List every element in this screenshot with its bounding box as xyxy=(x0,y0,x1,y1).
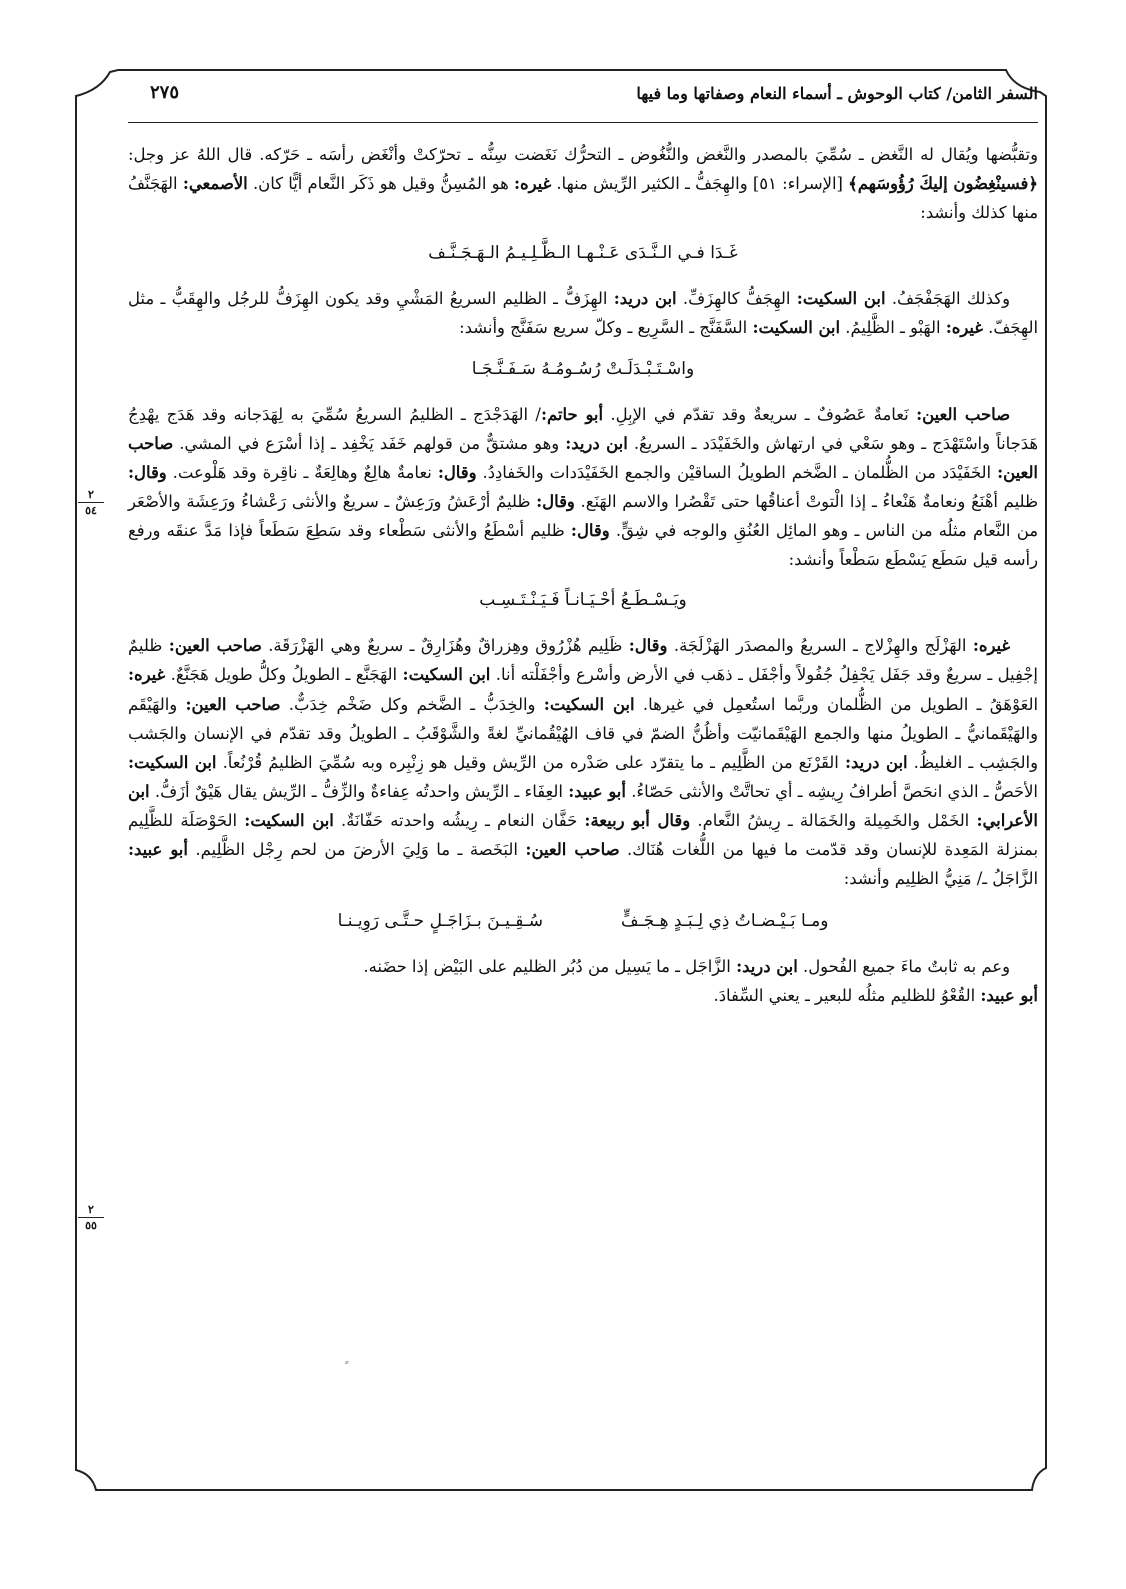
text-run: وعم به ثابتٌ ماءَ جميع الفُحول. xyxy=(797,957,1010,977)
author-citation: وقال: xyxy=(437,462,477,482)
author-citation: أبو عبيد: xyxy=(128,839,188,859)
author-citation: ﴿فسينْغِضُون إليكَ رُؤُوسَهم﴾ xyxy=(848,174,1038,194)
paragraph xyxy=(128,140,1038,227)
text-run: ظليمٌ أرْعَشُ ورَعِشٌ ـ سريعٌ والأنثى رَعْشاءُ ورَعِشَة والأصْعَر من النَّعام مثلُه من الناس ـ وهو المائِل العُنُقِ والوجه في شِقٍّ. xyxy=(128,491,1038,541)
text-run: الخَمْل والخَمِيلة والخَمَالة ـ رِيشُ النَّعام. xyxy=(690,810,977,830)
paragraph xyxy=(128,952,1038,981)
paragraph xyxy=(128,284,1038,342)
author-citation: ابن السكيت: xyxy=(244,810,334,830)
text-run: وكذلك الهَجَفْجَفُ. xyxy=(885,289,1010,309)
text-run: الهَزْلَج والهِزْلاج ـ السريعُ والمصدَر الهَزْلَجَة. xyxy=(667,636,973,656)
paragraph xyxy=(128,400,1038,575)
author-citation: ابن دريد: xyxy=(736,957,798,977)
text-run: القَرْنَع من الظَّلِيم ـ ما يتقرّد على صَدْره من الرِّيش وقيل هو زِنْبِره وبه سُمِّيَ الظليمُ قُرْنُعاً. xyxy=(216,752,845,772)
paragraph xyxy=(128,631,1038,893)
author-citation: ابن السكيت: xyxy=(543,694,635,714)
author-citation: أبو عبيد: xyxy=(568,781,626,801)
text-run: السَّفَنَّج ـ السَّرِيع ـ وكلّ سريع سَفَنَّج وأنشد: xyxy=(459,318,753,338)
author-citation: ابن دريد: xyxy=(565,433,628,453)
running-title: السفر الثامن/ كتاب الوحوش ـ أسماء النعام وصفاتها وما فيها xyxy=(636,84,1038,103)
text-run: الزَّاجَلُ ـ/ مَنِيُّ الظلِيم وأنشد: xyxy=(843,869,1038,889)
author-citation: غيره: xyxy=(972,636,1011,656)
author-citation: ابن دريد: xyxy=(844,752,908,772)
text-run: نَعامةٌ عَصُوفٌ ـ سريعةٌ وقد تقدّم في الإبِلِ. xyxy=(603,404,917,424)
text-run: الهِجَفُّ كالهِزَفِّ. xyxy=(676,289,797,309)
author-citation: ابن السكيت: xyxy=(402,665,491,685)
main-text xyxy=(128,140,1038,1010)
verse-line: ويَـسْـطَـعُ أحْـيَـانـاً فَـيَـنْـتَـسِـب xyxy=(479,590,687,611)
text-run: ظليم أسْطَعُ والأنثى سَطْعاء وقد سَطِعَ سَطَعاً فإذا مَدَّ عنقَه ورفع رأسه قيل سَطَع يَسْطَع سَطْعاً وأنشد: xyxy=(128,521,1038,570)
author-citation: وقال: xyxy=(128,462,167,482)
paragraph xyxy=(128,981,1038,1010)
text-run: الزَّاجَل ـ ما يَسِيل من دُبُر الظليم على البَيْض إذا حضَنه. xyxy=(363,957,737,977)
text-run: العِفَاء ـ الرِّيش واحدتُه عِفاءةٌ والزِّفُّ ـ الرِّيش يقال هَيْقٌ أزَفُّ. xyxy=(149,781,569,801)
header-rule xyxy=(128,122,1038,123)
stray-mark: ﹰ xyxy=(345,1360,349,1374)
author-citation: وقال أبو ربيعة: xyxy=(584,810,691,830)
text-run: نعامةٌ هالِعٌ وهالِعَةٌ ـ ناقِرة وقد هَلْوعت. xyxy=(166,462,438,482)
author-citation: وقال: xyxy=(570,521,610,541)
text-run: الهَجَنَّع ـ الطويلُ وكلُّ طويل هَجَنَّعٌ. xyxy=(165,665,403,685)
margin-folio-note: ٢ ٥٤ xyxy=(72,488,110,517)
text-run: الأحَصُّ ـ الذي انحَصَّ أطرافُ رِيشِه ـ أي تحاتَّتْ والأنثى حَصّاءُ. xyxy=(625,781,1038,801)
author-citation: صاحب العين: xyxy=(168,636,262,656)
text-run: الهِزَفُّ ـ الظليم السريعُ المَشْيِ وقد يكون الهِزَفُّ للرجُل والهِقَبُّ ـ مثل الهِجَفّ. xyxy=(128,289,1038,338)
author-citation: ابن دريد: xyxy=(613,289,677,309)
text-run: [الإسراء: ٥١] والهِجَفُّ ـ الكثير الرِّيش منها. xyxy=(551,174,849,194)
verse-hemistich-second: سُـقِـيـنَ بـزَاجَـلٍ حـتَّـى رَوِيـنـا xyxy=(337,911,544,932)
author-citation: وقال: xyxy=(628,636,668,656)
author-citation: صاحب العين: xyxy=(128,433,1038,482)
author-citation: غيره: xyxy=(513,174,552,194)
text-run: وتقبُّضها ويُقال له النَّغض ـ سُمِّيَ بالمصدر والنَّغض والنُّغُوض ـ التحرُّك نَغَضت سِنُّه ـ تحرّكتْ وأنْغَض رأسَه ـ حَرّكه. قال اللهُ عز وجل: xyxy=(128,145,1038,164)
author-citation: ابن السكيت: xyxy=(796,289,886,309)
author-citation: غيره: xyxy=(945,318,983,338)
author-citation: ابن السكيت: xyxy=(752,318,841,338)
author-citation: غيره: xyxy=(128,665,166,685)
verse-line: واسْـتَـبْـدَلَـتْ رُسُـومُـهُ سَـفَـنَّـجَـا xyxy=(471,358,695,379)
text-run: العَوْهَقُ ـ الطويل من الظُّلمان وربَّما استُعمِل في غيرها. xyxy=(634,694,1039,714)
verse-couplet xyxy=(128,907,1038,936)
page-number: ٢٧٥ xyxy=(150,82,180,103)
text-run: البَخَصة ـ ما وَلِيَ الأرضَ من لحم رِجْل الظَّلِيم. xyxy=(187,839,526,859)
verse-line: غَـدَا فـي الـنَّـدَى عَـنْـهـا الـظَّـلِـيـمُ الـهَـجَـنَّـف xyxy=(428,243,738,264)
text-run: ظليم أهْنَعُ ونعامةٌ هَنْعاءُ ـ إذا الْتوتْ أعناقُها حتى تَقْصُرا والاسم الهَنَع. xyxy=(574,491,1038,511)
verse-hemistich-first: ومـا بَـيْـضـاتُ ذِي لِـبَـدٍ هِـجَـفٍّ xyxy=(621,911,829,932)
text-run: هو المُسِنُّ وقيل هو ذَكَر النَّعام أيًّا كان. xyxy=(247,174,514,194)
margin-folio-note: ٢ ٥٥ xyxy=(72,1203,110,1232)
text-run: / الهَدَجْدَج ـ الظليمُ السريعُ سُمِّيَ به لِهَدَجانه وقد هَدَج يهْدِجُ هَدَجاناً واسْتَهْدَج ـ وهو سَعْي في ارتهاش والخَفَيْدَد ـ السريعُ. xyxy=(128,404,1039,453)
text-run: الحَوْصَلَة للظَّلِيم بمنزلة المَعِدة للإنسان وقد قدّمت ما فيها من اللُّغات هُنَاك. xyxy=(128,810,1039,859)
text-run: والهَيْقَم والهَيْقَمانيُّ ـ الطويلُ منها والجمع الهَيْقَمانيّت وأظُنُّ الضمّ في قاف الهُيْقُمانيِّ لغةً والشَّوْقَبُ ـ الطويلُ وقد تقدّم في الإنسان والجَشب والجَشِب ـ الغليظُ. xyxy=(128,694,1038,772)
running-header xyxy=(128,82,1038,114)
author-citation: صاحب العين: xyxy=(916,404,1010,424)
text-run: الهَبْو ـ الظَّلِيمُ. xyxy=(840,318,946,338)
text-run: والخِدَبُّ ـ الضَّخم وكل ضَخْم خِدَبٌّ. xyxy=(280,694,544,714)
text-run: القُعْوُ للظليم مثلُه للبعير ـ يعني السِّفادَ. xyxy=(713,986,981,1006)
author-citation: صاحب العين: xyxy=(185,694,281,714)
author-citation: ابن الأعرابي: xyxy=(128,781,1038,830)
text-run: الهَجَنَّفُ منها كذلك وأنشد: xyxy=(128,174,1038,223)
text-run: حَفَّان النعام ـ رِيشُه واحدته حَفّانَةٌ. xyxy=(333,810,585,830)
author-citation: أبو حاتم: xyxy=(540,404,604,424)
author-citation: صاحب العين: xyxy=(525,839,620,859)
author-citation: الأصمعي: xyxy=(182,174,248,194)
author-citation: ابن السكيت: xyxy=(128,752,217,772)
text-run: ظليمٌ إجْفِيل ـ سريعٌ وقد جَفَل يَجْفِلُ جُفُولاً وأجْفَل ـ ذهَب في الأرض وأسْرع وأجْفَلْته أنا. xyxy=(128,636,1038,685)
author-citation: أبو عبيد: xyxy=(980,986,1038,1006)
text-run: الخَفَيْدَد من الظُّلمان ـ الضَّخم الطويلُ الساقيْن والجمع الخَفَيْدَدات والخَفادِدُ. xyxy=(476,462,998,482)
author-citation: وقال: xyxy=(536,491,575,511)
text-run: ظَلِيم هُزْرُوق وهِزراقٌ وهُزَارِقٌ ـ سريعٌ وهي الهَزْرَقَة. xyxy=(261,636,629,656)
text-run: وهو مشتقٌّ من قولهم خَفَد يَخْفِد ـ إذا أسْرَع في المشي. xyxy=(173,433,566,453)
